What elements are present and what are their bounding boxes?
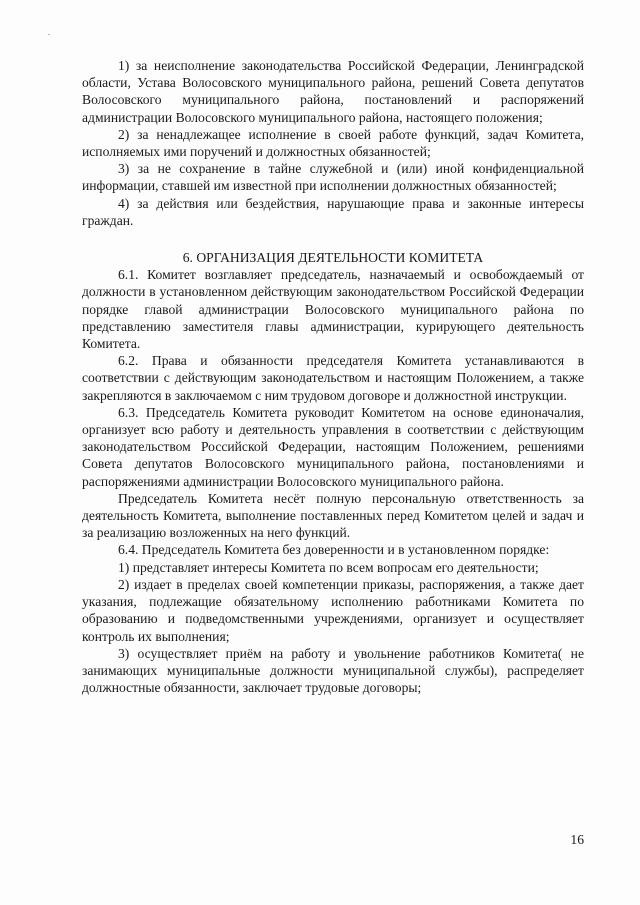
- paragraph: 4) за действия или бездействия, нарушающие права и законные интересы граждан.: [82, 195, 584, 228]
- page-number: 16: [570, 832, 584, 847]
- paragraph: 6.3. Председатель Комитета руководит Комитетом на основе единоначалия, организует всю работу и деятельность управления в соответствии с действующим законодательством Российской Федерации, настоящим Положением, решениями Совета депутатов Волосовского муниципального района, постановлениями и распоряжениями администрации Волосовского муниципального района.: [82, 404, 584, 489]
- paragraph: 1) за неисполнение законодательства Российской Федерации, Ленинградской области, Устава Волосовского муниципального района, решений Совета депутатов Волосовского муниципального района, постановлений и распоряжений администрации Волосовского муниципального района, настоящего положения;: [82, 58, 584, 125]
- section-heading: 6. ОРГАНИЗАЦИЯ ДЕЯТЕЛЬНОСТИ КОМИТЕТА: [182, 250, 484, 266]
- paragraph: Председатель Комитета несёт полную персональную ответственность за деятельность Комитета, выполнение поставленных перед Комитетом целей и задач и за реализацию возложенных на него функций.: [82, 490, 584, 541]
- paragraph: 2) за ненадлежащее исполнение в своей работе функций, задач Комитета, исполняемых ими поручений и должностных обязанностей;: [82, 126, 584, 160]
- paragraph: 6.2. Права и обязанности председателя Комитета устанавливаются в соответствии с действующим законодательством и настоящим Положением, а также закрепляются в заключаемом с ним трудовом договоре и должностной инструкции.: [82, 353, 584, 403]
- scan-speck: [48, 34, 50, 35]
- paragraph: 6.4. Председатель Комитета без доверенности и в установленном порядке:: [118, 542, 550, 558]
- paragraph: 3) за не сохранение в тайне служебной и (или) иной конфиденциальной информации, ставшей им известной при исполнении должностных обязанностей;: [82, 161, 584, 194]
- paragraph: 2) издает в пределах своей компетенции приказы, распоряжения, а также дает указания, подлежащие обязательному исполнению работниками Комитета по образованию и подведомственными учреждениями, организует и осуществляет контроль их выполнения;: [82, 576, 584, 644]
- paragraph: 1) представляет интересы Комитета по всем вопросам его деятельности;: [118, 559, 539, 575]
- paragraph: 3) осуществляет приём на работу и увольнение работников Комитета( не занимающих муниципальные должности муниципальной службы), распределяет должностные обязанности, заключает трудовые договоры;: [82, 645, 584, 696]
- page-body: [82, 57, 584, 696]
- paragraph: 6.1. Комитет возглавляет председатель, назначаемый и освобождаемый от должности в установленном действующим законодательством Российской Федерации порядке главой администрации Волосовского муниципального района по представлению заместителя главы администрации, курирующего деятельность Комитета.: [82, 267, 584, 352]
